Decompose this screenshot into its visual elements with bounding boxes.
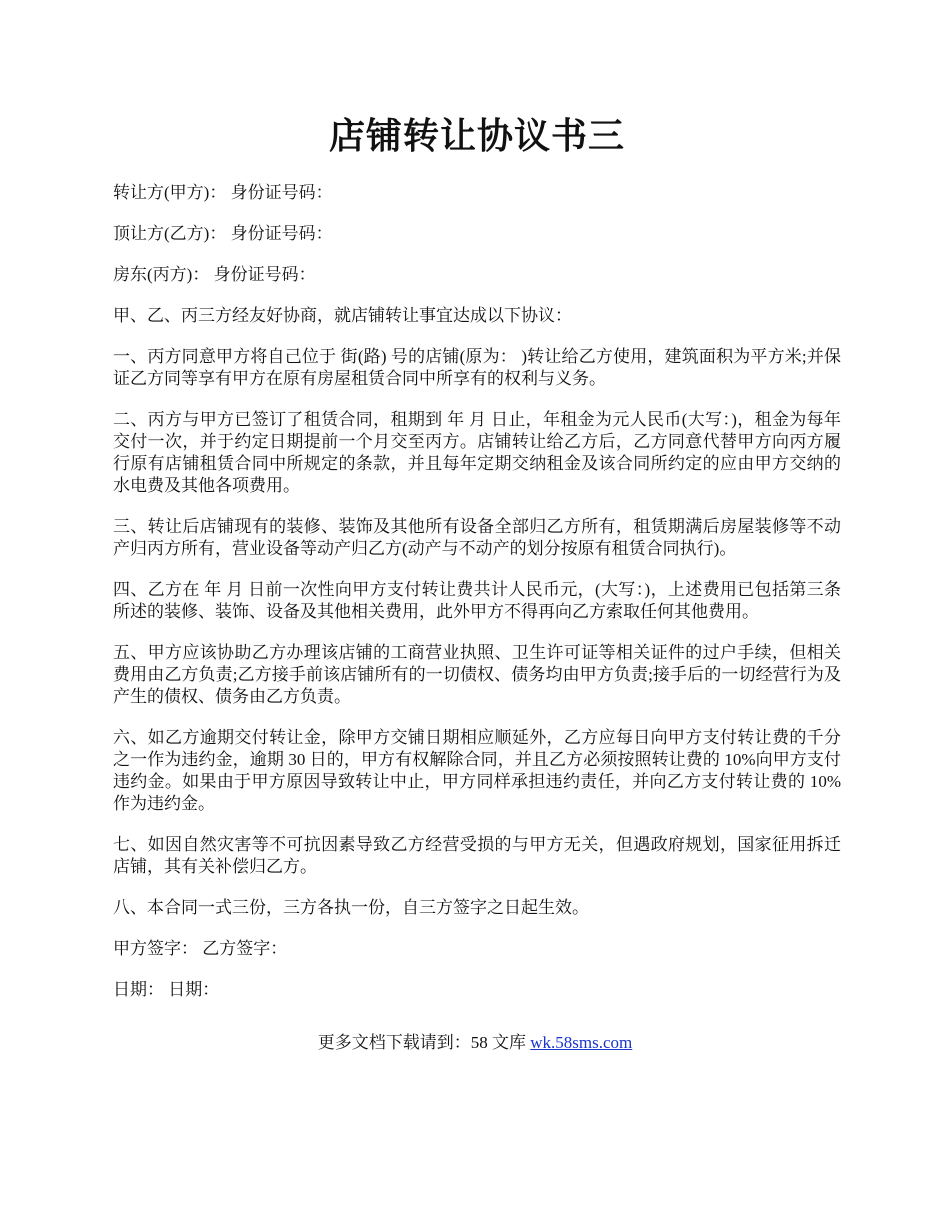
agreement-intro: 甲、乙、丙三方经友好协商，就店铺转让事宜达成以下协议： bbox=[113, 306, 572, 325]
clause-5: 五、甲方应该协助乙方办理该店铺的工商营业执照、卫生许可证等相关证件的过户手续，但相关费用由乙方负责;乙方接手前该店铺所有的一切债权、债务均由甲方负责;接手后的一切经营行为及产生的债权、债务由乙方负责。 bbox=[113, 643, 841, 706]
clause-2: 二、丙方与甲方已签订了租赁合同，租期到 年 月 日止，年租金为元人民币(大写：)，租金为每年交付一次，并于约定日期提前一个月交至丙方。店铺转让给乙方后，乙方同意代替甲方向丙方履行原有店铺租赁合同中所规定的条款，并且每年定期交纳租金及该合同所约定的应由甲方交纳的水电费及其他各项费用。 bbox=[113, 410, 841, 495]
clause-4: 四、乙方在 年 月 日前一次性向甲方支付转让费共计人民币元，(大写：)，上述费用已包括第三条所述的装修、装饰、设备及其他相关费用，此外甲方不得再向乙方索取任何其他费用。 bbox=[113, 580, 841, 621]
party-b-line: 顶让方(乙方)： 身份证号码： bbox=[113, 224, 333, 243]
clause-6: 六、如乙方逾期交付转让金，除甲方交铺日期相应顺延外，乙方应每日向甲方支付转让费的千分之一作为违约金，逾期 30 日的，甲方有权解除合同，并且乙方必须按照转让费的 10%向甲方支付违约金。如果由于甲方原因导致转让中止，甲方同样承担违约责任，并向乙方支付转让费的 10%作为违约金。 bbox=[113, 728, 841, 813]
clause-1: 一、丙方同意甲方将自己位于 街(路) 号的店铺(原为： )转让给乙方使用，建筑面积为平方米;并保证乙方同等享有甲方在原有房屋租赁合同中所享有的权利与义务。 bbox=[113, 347, 841, 388]
date-line: 日期： 日期： bbox=[113, 980, 220, 999]
party-c-line: 房东(丙方)： 身份证号码： bbox=[113, 265, 316, 284]
signature-line: 甲方签字： 乙方签字： bbox=[113, 939, 288, 958]
footer-link[interactable]: wk.58sms.com bbox=[530, 1033, 633, 1052]
footer bbox=[0, 1032, 950, 1054]
document-page bbox=[113, 0, 841, 1001]
clause-3: 三、转让后店铺现有的装修、装饰及其他所有设备全部归乙方所有，租赁期满后房屋装修等不动产归丙方所有，营业设备等动产归乙方(动产与不动产的划分按原有租赁合同执行)。 bbox=[113, 517, 841, 558]
party-a-line: 转让方(甲方)： 身份证号码： bbox=[113, 183, 333, 202]
clause-8: 八、本合同一式三份，三方各执一份，自三方签字之日起生效。 bbox=[113, 898, 589, 917]
clause-7: 七、如因自然灾害等不可抗因素导致乙方经营受损的与甲方无关，但遇政府规划，国家征用拆迁店铺，其有关补偿归乙方。 bbox=[113, 835, 841, 876]
footer-text: 更多文档下载请到：58 文库 bbox=[317, 1033, 531, 1052]
document-title: 店铺转让协议书三 bbox=[328, 116, 625, 157]
